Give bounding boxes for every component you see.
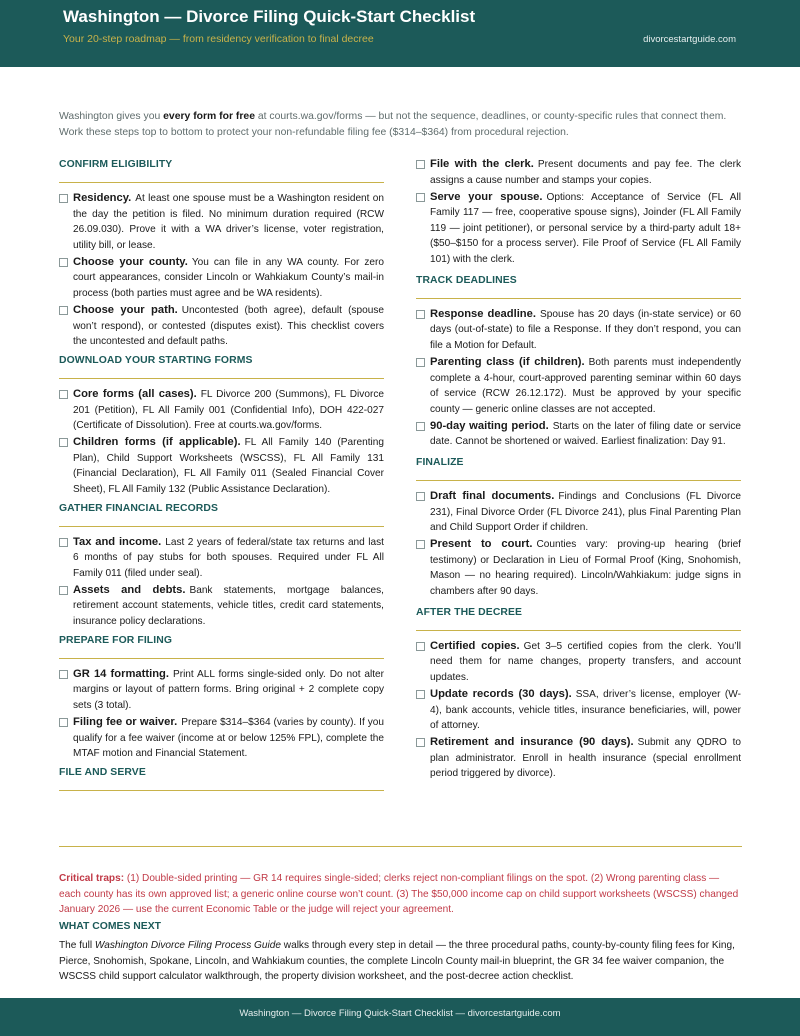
item-text: Findings and Conclusions (FL Divorce 231), Final Divorce Order (FL Divorce 241), plus Final Parenting Plan and Child Support Order if children. <box>430 491 741 534</box>
page-title: Washington — Divorce Filing Quick-Start Checklist <box>63 7 476 26</box>
footer-text: Washington — Divorce Filing Quick-Start Checklist — divorcestartguide.com <box>239 1008 561 1019</box>
section-heading: FILE AND SERVE <box>59 765 384 791</box>
checklist-item <box>416 157 741 188</box>
item-text: FL Divorce 200 (Summons), FL Divorce 201 (Petition), FL All Family 001 (Confidential Info), DOH 422-027 (Certificate of Dissolution). Free at courts.wa.gov/forms. <box>73 388 384 432</box>
checkbox-icon[interactable] <box>59 438 68 447</box>
item-label: Children forms (if applicable). <box>73 436 241 449</box>
checklist-section <box>59 157 384 350</box>
traps-text: (1) Double-sided printing — GR 14 requires single-sided; clerks reject non-compliant filings on the spot. (2) Wrong parenting class — each county has its own approved list; a generic online course won’t count. (3) The $50,000 income cap on child support worksheets (WSCSS) changed January 2026 — use the current Economic Table or the judge will reject your agreement. <box>59 873 739 915</box>
checkbox-icon[interactable] <box>416 642 425 651</box>
item-text: FL All Family 140 (Parenting Plan), Child Support Worksheets (WSCSS), FL All Family 131 (Financial Declaration), FL All Family 011 (Sealed Financial Cover Sheet), FL All Family 132 (Public Assistance Declaration). <box>73 437 385 495</box>
item-text: You can file in any WA county. For zero court appearances, consider Lincoln or Wahkiakum County’s mail-in process (both parties must agree and be WA residents). <box>73 256 384 300</box>
item-label: Retirement and insurance (90 days). <box>430 736 634 749</box>
section-divider <box>59 846 742 847</box>
item-text: Get 3–5 certified copies from the clerk. You’ll need them for name changes, property transfers, and account updates. <box>430 640 741 683</box>
checkbox-icon[interactable] <box>59 194 68 203</box>
checklist-section <box>59 765 384 791</box>
item-label: Certified copies. <box>430 639 520 652</box>
checklist-item <box>59 387 384 434</box>
checklist-item <box>59 667 384 714</box>
item-label: Assets and debts. <box>73 583 186 596</box>
item-label: Update records (30 days). <box>430 687 572 700</box>
item-text: Spouse has 20 days (in-state service) or 60 days (out-of-state) to file a Response. If they don’t respond, you can file a Motion for Default. <box>430 308 741 351</box>
item-label: GR 14 formatting. <box>73 667 169 680</box>
item-text: At least one spouse must be a Washington resident on the day the petition is filed. No minimum duration required (RCW 26.09.030). Prove it with a WA driver’s license, voter registration, utility bill, or lease. <box>73 193 384 251</box>
checkbox-icon[interactable] <box>416 160 425 169</box>
checklist-section <box>416 273 741 450</box>
checklist-item <box>416 639 741 686</box>
section-heading: FINALIZE <box>416 455 741 481</box>
section-heading: CONFIRM ELIGIBILITY <box>59 157 384 183</box>
intro-paragraph <box>59 109 742 140</box>
checkbox-icon[interactable] <box>59 670 68 679</box>
checklist-section <box>59 501 384 630</box>
item-text: Uncontested (both agree), default (spouse won’t respond), or contested (disputes exist). This checklist covers the uncontested and default paths. <box>73 305 384 348</box>
checklist-item <box>416 489 741 536</box>
checklist-item <box>416 537 741 599</box>
item-text: Present documents and pay fee. The clerk assigns a cause number and stamps your copies. <box>430 159 742 186</box>
item-text: SSA, driver’s license, employer (W-4), bank accounts, vehicle titles, insurance beneficiaries, will, power of attorney. <box>430 688 741 732</box>
section-heading: DOWNLOAD YOUR STARTING FORMS <box>59 353 384 379</box>
item-label: Tax and income. <box>73 535 162 548</box>
item-label: File with the clerk. <box>430 158 534 170</box>
checklist-item <box>59 583 384 630</box>
checkbox-icon[interactable] <box>59 586 68 595</box>
checklist-item <box>416 190 741 268</box>
checklist-item <box>416 687 741 734</box>
checkbox-icon[interactable] <box>416 540 425 549</box>
checklist-item <box>416 355 741 417</box>
checklist-item <box>59 535 384 582</box>
section-heading: TRACK DEADLINES <box>416 273 741 299</box>
guide-title: Washington Divorce Filing Process Guide <box>94 940 281 951</box>
item-label: Core forms (all cases). <box>73 387 197 400</box>
item-text: Last 2 years of federal/state tax returns and last 6 months of pay stubs for both spouses. Required under FL All Family 011 (filed under seal). <box>73 536 384 579</box>
page-footer <box>0 998 800 1036</box>
checklist-item <box>59 255 384 302</box>
next-post: walks through every step in detail — the three procedural paths, county-by-county filing fees for King, Pierce, Snohomish, Spokane, Lincoln, and Wahkiakum counties, the complete Lincoln County mail-in blueprint, the GR 34 fee waiver companion, the WSCSS child support calculator walkthrough, the property division worksheet, and the post-decree action checklist. <box>59 940 735 982</box>
checklist-section <box>59 633 384 762</box>
item-text: Print ALL forms single-sided only. Do not alter margins or layout of pattern forms. Bring original + 2 complete copy sets (3 total). <box>73 668 384 711</box>
item-text: Submit any QDRO to plan administrator. Enroll in health insurance (special enrollment period triggered by divorce). <box>430 737 741 780</box>
checklist-section <box>59 353 384 498</box>
item-label: Response deadline. <box>430 307 536 320</box>
section-heading: PREPARE FOR FILING <box>59 633 384 659</box>
checkbox-icon[interactable] <box>416 690 425 699</box>
checkbox-icon[interactable] <box>59 538 68 547</box>
checkbox-icon[interactable] <box>59 718 68 727</box>
section-heading: AFTER THE DECREE <box>416 605 741 631</box>
checkbox-icon[interactable] <box>59 258 68 267</box>
checkbox-icon[interactable] <box>416 492 425 501</box>
what-comes-next-body <box>59 938 742 985</box>
checkbox-icon[interactable] <box>416 193 425 202</box>
checklist-item <box>59 715 384 762</box>
item-label: Filing fee or waiver. <box>73 715 178 728</box>
item-label: Choose your path. <box>73 304 178 317</box>
checklist-item <box>59 435 384 497</box>
checklist-section <box>416 455 741 600</box>
item-label: Parenting class (if children). <box>430 355 585 368</box>
checklist-item <box>59 191 384 253</box>
checkbox-icon[interactable] <box>59 390 68 399</box>
item-text: Counties vary: proving-up hearing (brief testimony) or Declaration in Lieu of Formal Proof (King, Snohomish, Mason — no hearing required). Lincoln/Wahkiakum: judge signs in chambers after 90 days. <box>430 539 741 598</box>
intro-bold: every form for free <box>163 111 255 122</box>
page-subtitle: Your 20-step roadmap — from residency verification to final decree <box>63 33 374 45</box>
checkbox-icon[interactable] <box>416 422 425 431</box>
next-pre: The full <box>59 940 95 951</box>
checkbox-icon[interactable] <box>416 738 425 747</box>
checkbox-icon[interactable] <box>416 358 425 367</box>
intro-post: at courts.wa.gov/forms — but not the sequence, deadlines, or county-specific rules that connect them. Work these steps top to bottom to protect your non-refundable filing fee ($314–$364) from procedural rejection. <box>59 111 727 138</box>
item-label: Residency. <box>73 192 132 204</box>
checklist-item <box>416 307 741 354</box>
item-label: Draft final documents. <box>430 490 555 502</box>
what-comes-next-heading: WHAT COMES NEXT <box>59 921 161 932</box>
left-column <box>59 157 384 799</box>
header-site-link[interactable]: divorcestartguide.com <box>643 34 736 45</box>
item-text: Options: Acceptance of Service (FL All Family 117 — free, cooperative spouse signs), Joinder (FL All Family 119 — joint petitioner), or personal service by a third-party adult 18+ ($50–$150 for a process server). File Proof of Service (FL All Family 101) with the clerk. <box>430 191 741 266</box>
checklist-item <box>416 419 741 450</box>
checkbox-icon[interactable] <box>59 306 68 315</box>
checkbox-icon[interactable] <box>416 310 425 319</box>
critical-traps <box>59 871 742 918</box>
checklist-item <box>59 303 384 350</box>
item-label: 90-day waiting period. <box>430 419 549 432</box>
item-label: Serve your spouse. <box>430 190 543 203</box>
item-text: Both parents must independently complete a 4-hour, court-approved parenting seminar within 60 days of service (RCW 26.12.172). Must be approved by your specific county — generic online classes are not accepted. <box>430 356 741 415</box>
intro-pre: Washington gives you <box>59 111 164 122</box>
item-text: Starts on the later of filing date or service date. Cannot be shortened or waived. Earliest finalization: Day 91. <box>430 420 741 448</box>
item-text: Prepare $314–$364 (varies by county). If you qualify for a fee waiver (income at or below 125% FPL), complete the MTAF motion and Financial Statement. <box>73 716 384 760</box>
page-header <box>0 0 800 67</box>
traps-label: Critical traps: <box>59 873 125 884</box>
item-label: Present to court. <box>430 538 533 551</box>
right-column <box>416 157 741 784</box>
item-label: Choose your county. <box>73 255 188 268</box>
checklist-item <box>416 735 741 782</box>
section-heading: GATHER FINANCIAL RECORDS <box>59 501 384 527</box>
item-text: Bank statements, mortgage balances, retirement account statements, vehicle titles, credit card statements, insurance policy declarations. <box>73 584 384 628</box>
checklist-section <box>416 605 741 782</box>
